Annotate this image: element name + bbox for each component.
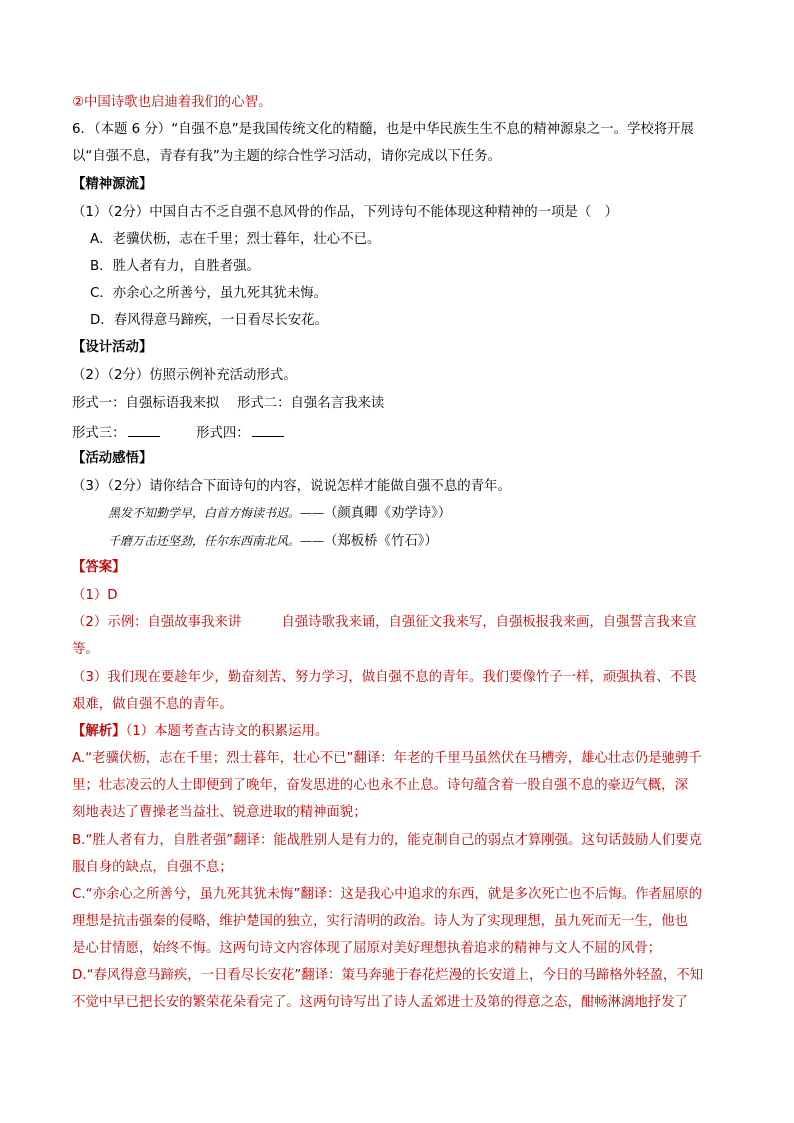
analysis-c-line1: C.“亦余心之所善兮，虽九死其犹未悔”翻译：这是我心中追求的东西，就是多次死亡也不后悔。作者屈原的 xyxy=(72,887,703,902)
analysis-b-line2: 服自身的缺点，自强不息； xyxy=(72,860,233,875)
option-a: A．老骥伏枥，志在千里；烈士暮年，壮心不已。 xyxy=(90,232,381,247)
analysis-d-line2: 不觉中早已把长安的繁荣花朵看完了。这两句诗写出了诗人孟郊进士及第的得意之态，酣畅淋漓地抒发了 xyxy=(72,995,688,1010)
answer-2-line2: 等。 xyxy=(72,642,99,657)
poem-quote-2 xyxy=(108,532,438,551)
analysis-a-line3: 刻地表达了曹操老当益壮、锐意进取的精神面貌； xyxy=(72,805,367,820)
analysis-label: 【解析】 xyxy=(72,724,126,739)
forms-blanks xyxy=(72,423,284,443)
analysis-b-line1: B.“胜人者有力，自胜者强”翻译：能战胜别人是有力的，能克制自己的弱点才算刚强。这句话鼓励人们要克 xyxy=(72,833,702,848)
poem-quote-1-source: （颜真卿《劝学诗》） xyxy=(324,506,452,521)
section-heading-reflection: 【活动感悟】 xyxy=(72,451,153,466)
answer-2-line1: （2）示例：自强故事我来讲 自强诗歌我来诵，自强征文我来写，自强板报我来画，自强誓言我来宣 xyxy=(72,615,697,630)
section-heading-origin: 【精神源流】 xyxy=(72,177,153,192)
q6-stem-line2: 以“自强不息，青春有我”为主题的综合性学习活动，请你完成以下任务。 xyxy=(72,149,501,164)
poem-quote-2-source: （郑板桥《竹石》） xyxy=(324,534,438,549)
form4-blank xyxy=(252,423,284,437)
form3-label: 形式三： xyxy=(72,426,126,441)
answer-3-line1: （3）我们现在要趁年少，勤奋刻苦、努力学习，做自强不息的青年。我们要像竹子一样，顽强执着、不畏 xyxy=(72,670,697,685)
answer-1: （1）D xyxy=(72,588,118,603)
answer-3-line2: 艰难，做自强不息的青年。 xyxy=(72,697,233,712)
answer-heading: 【答案】 xyxy=(72,560,126,575)
poem-quote-2-text: 千磨万击还坚劲，任尔东西南北风。—— xyxy=(108,534,325,548)
option-d: D．春风得意马蹄疾，一日看尽长安花。 xyxy=(90,313,328,328)
subq1-stem: （1）（2分）中国自古不乏自强不息风骨的作品，下列诗句不能体现这种精神的一项是（ ） xyxy=(72,205,618,220)
analysis-d-line1: D.“春风得意马蹄疾，一日看尽长安花”翻译：策马奔驰于春花烂漫的长安道上，今日的马蹄格外轻盈，不知 xyxy=(72,968,704,983)
analysis-a-line2: 里；壮志凌云的人士即便到了晚年，奋发思进的心也永不止息。诗句蕴含着一股自强不息的豪迈气概，深 xyxy=(72,778,688,793)
q6-stem-line1: 6．（本题 6 分）“自强不息”是我国传统文化的精髓，也是中华民族生生不息的精神源泉之一。学校将开展 xyxy=(72,122,694,137)
subq2-stem: （2）（2分）仿照示例补充活动形式。 xyxy=(72,368,297,383)
prev-item-2: ②中国诗歌也启迪着我们的心智。 xyxy=(72,95,272,110)
option-b: B．胜人者有力，自胜者强。 xyxy=(90,259,260,274)
analysis-heading xyxy=(72,723,328,741)
forms-example: 形式一：自强标语我来拟 形式二：自强名言我来读 xyxy=(72,396,385,411)
analysis-intro: （1）本题考查古诗文的积累运用。 xyxy=(125,724,329,739)
subq3-stem: （3）（2分）请你结合下面诗句的内容，说说怎样才能做自强不息的青年。 xyxy=(72,479,511,494)
poem-quote-1 xyxy=(108,504,451,523)
poem-quote-1-text: 黑发不知勤学早，白首方悔读书迟。—— xyxy=(108,506,325,520)
form3-blank xyxy=(128,423,160,437)
analysis-c-line2: 理想是抗击强秦的侵略，维护楚国的独立，实行清明的政治。诗人为了实现理想，虽九死而无一生，他也 xyxy=(72,914,688,929)
section-heading-design: 【设计活动】 xyxy=(72,340,153,355)
form4-label: 形式四： xyxy=(196,426,250,441)
analysis-a-line1: A.“老骥伏枥，志在千里；烈士暮年，壮心不已”翻译：年老的千里马虽然伏在马槽旁，雄心壮志仍是驰骋千 xyxy=(72,751,702,766)
option-c: C．亦余心之所善兮，虽九死其犹未悔。 xyxy=(90,286,327,301)
analysis-c-line3: 是心甘情愿，始终不悔。这两句诗文内容体现了屈原对美好理想执着追求的精神与文人不屈的风骨； xyxy=(72,941,662,956)
